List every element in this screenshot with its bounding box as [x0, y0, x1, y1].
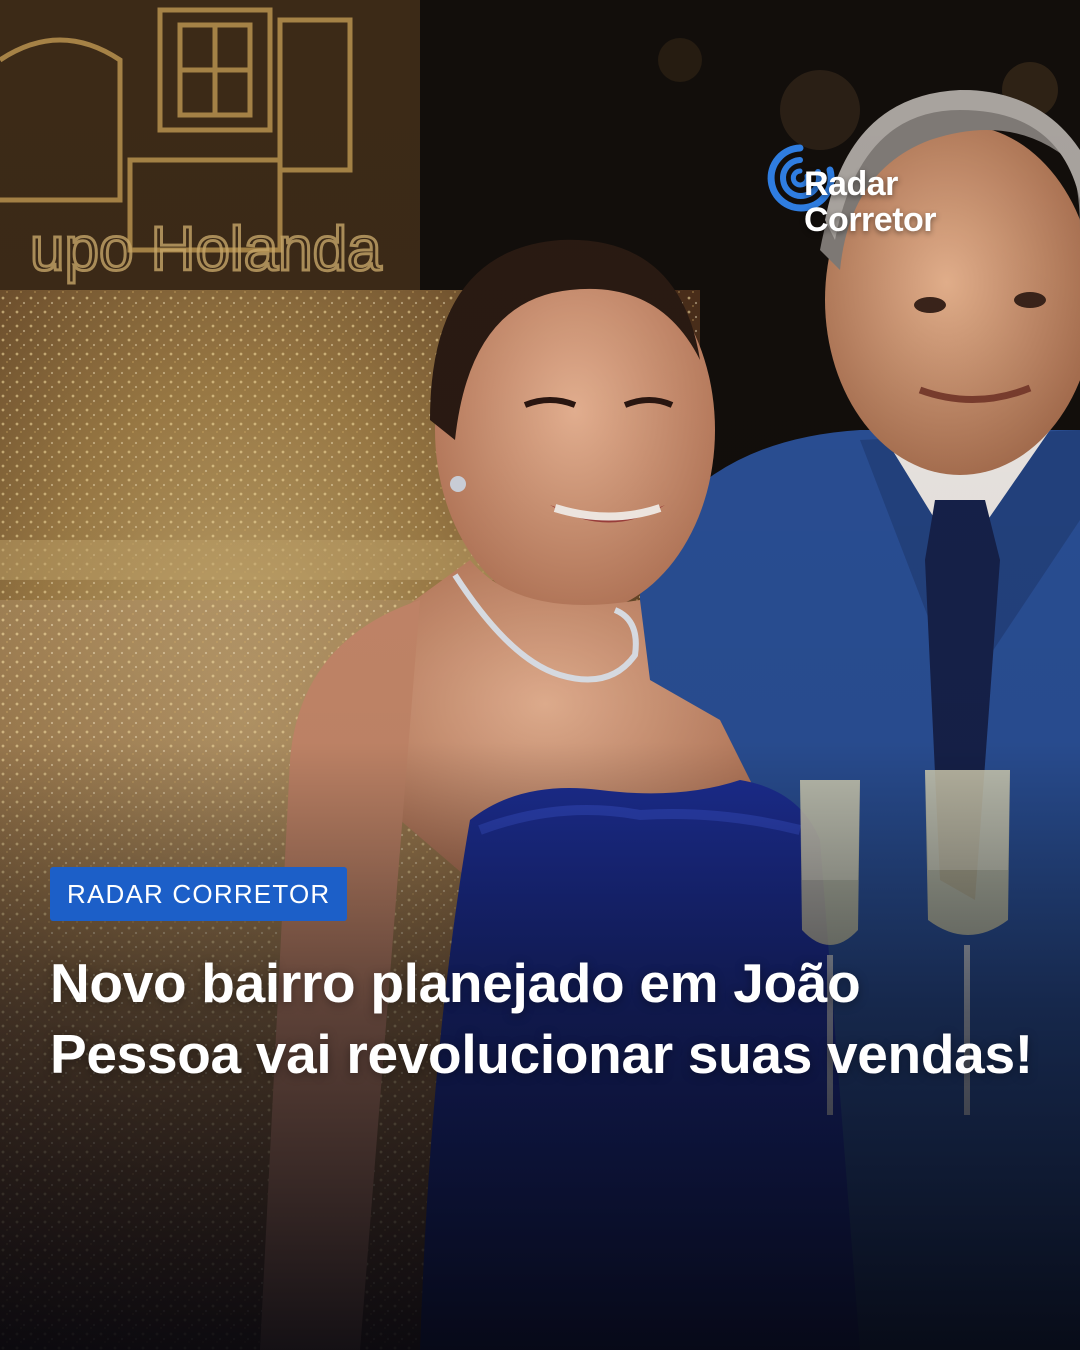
headline: Novo bairro planejado em João Pessoa vai revolucionar suas vendas! — [50, 952, 1033, 1085]
radar-corretor-logo — [762, 140, 992, 250]
brand-name-line1: Radar — [804, 165, 898, 203]
brand-name-line2: Corretor — [804, 201, 937, 239]
category-tag: RADAR CORRETOR — [50, 867, 347, 921]
